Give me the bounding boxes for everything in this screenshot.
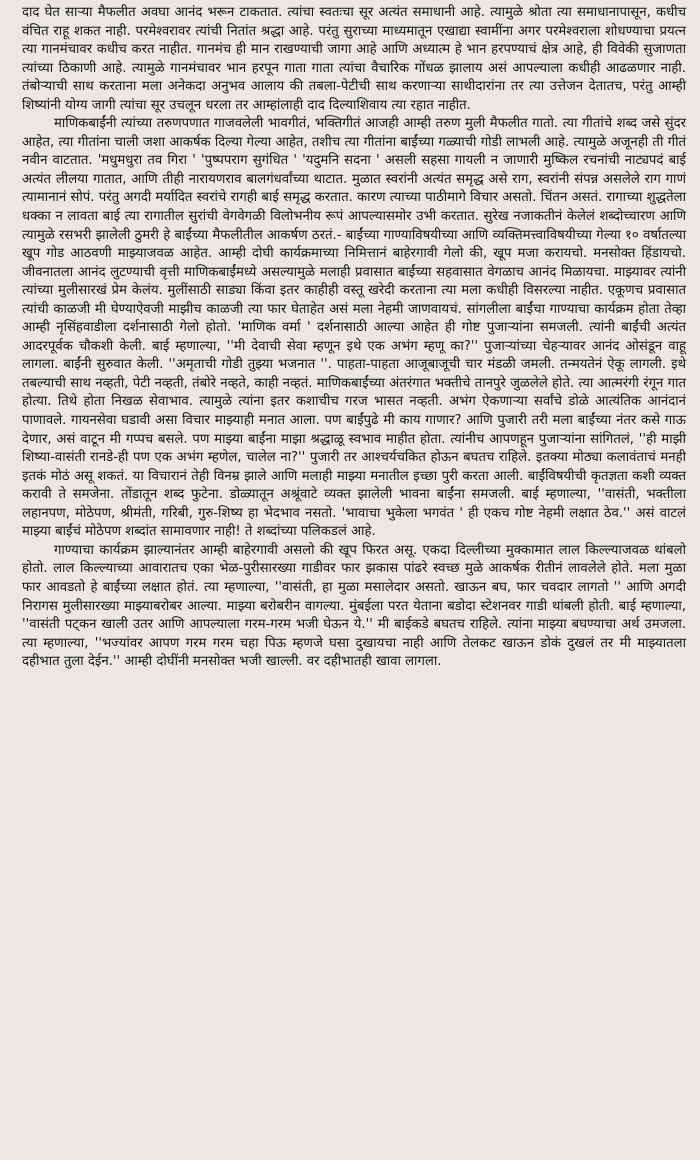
paragraph-3: गाण्याचा कार्यक्रम झाल्यानंतर आम्ही बाहेरगावी असलो की खूप फिरत असू. एकदा दिल्लीच्या मुक्कामात लाल किल्ल्याजवळ थांबलो होतो. लाल किल्ल्याच्या आवारातच एका भेळ-पुरीसारख्या गाडीवर फार झकास पांढरे स्वच्छ मुळे आकर्षक रीतीनं लावलेले होते. मला मुळा फार आवडतो हे बाईंच्या लक्षात होतं. त्या म्हणाल्या, ''वासंती, हा मुळा मसालेदार असतो. खाऊन बघ, फार चवदार लागतो '' आणि अगदी निरागस मुलीसारख्या माझ्याबरोबर आल्या. माझ्या बरोबरीन वागल्या. मुंबईला परत येताना बडोदा स्टेशनवर गाडी थांबली होती. बाई म्हणाल्या, ''वासंती पट्कन खाली उतर आणि आपल्याला गरम-गरम भजी घेऊन ये.'' मी बाईकडे बघतच राहिले. त्यांना माझ्या बघण्याचा अर्थ उमजला. त्या म्हणाल्या, ''भज्यांवर आपण गरम गरम चहा पिऊ म्हणजे घसा दुखायचा नाही आणि तेलकट खाऊन डोकं दुखलं तर मी माझ्यातला दहीभात तुला देईन.'' आम्ही दोघींनी मनसोक्त भजी खाल्ली. वर दहीभातही खावा लागला. xyxy=(22,542,686,670)
paragraph-1: दाद घेत साऱ्या मैफलीत अवघा आनंद भरून टाकतात. त्यांचा स्वतःचा सूर अत्यंत समाधानी आहे. त्यामुळे श्रोता त्या समाधानापासून, कधीच वंचित राहू शकत नाही. परमेश्वरावर त्यांची नितांत श्रद्धा आहे. परंतु सुराच्या माध्यमातून एखाद्या स्वामींना अगर परमेश्वराला शोधण्याचा प्रयत्न त्या गानमंचावर कधीच करत नाहीत. गानमंच ही मान राखण्याची जागा आहे आणि अध्यात्म हे भान हरपण्याचं क्षेत्र आहे, ही विवेकी सुजाणता त्यांच्या ठिकाणी आहे. त्यामुळे गानमंचावर भान हरपून गाता गाता त्यांचा वैचारिक गोंधळ झालाय असं आपल्याला कधीही आढळणार नाही. तंबोऱ्याची साथ करताना मला अनेकदा अनुभव आलाय की तबला-पेटीची साथ करणाऱ्या साथीदारांना तर त्या उत्तेजन देतातच, परंतु आम्ही शिष्यांनी योग्य जागी त्यांचा सूर उचलून धरला तर आम्हांलाही दाद दिल्याशिवाय त्या रहात नाहीत. xyxy=(22,5,686,113)
paragraph-2: माणिकबाईंनी त्यांच्या तरुणपणात गाजवलेली भावगीतं, भक्तिगीतं आजही आम्ही तरुण मुली मैफलीत गातो. त्या गीतांचे शब्द जसे सुंदर आहेत, त्या गीतांना चाली जशा आकर्षक दिल्या गेल्या आहेत, तशीच त्या गीतांना बाईंच्या गळ्याची गोडी लाभली आहे. त्यामुळे अजूनही ती गीतं नवीन वाटतात. 'मधुमधुरा तव गिरा ' 'पुष्पपराग सुगंधित ' 'यदुमनि सदना ' असली सहसा गायली न जाणारी मुष्किल रचनांची नाट्यपदं बाई अत्यंत लीलया गातात, आणि तीही नारायणराव बालगंधर्वांच्या थाटात. मुळात स्वरांनी अत्यंत समृद्ध असे राग, स्वरांनी संपन्न असलेले राग गाणं त्यामानानं सोपं. परंतु अगदी मर्यादित स्वरांचे रागही बाई समृद्ध करतात. कारण त्याच्या पाठीमागे विचार असतो. चिंतन असतं. रागाच्या शुद्धतेला धक्का न लावता बाई त्या रागातील सुरांची वेगवेगळी विलोभनीय रूपं आपल्यासमोर उभी करतात. सुरेख नजाकतीनं केलेलं शब्दोच्चारण आणि त्यामुळे रसभरी झालेली ठुमरी हे बाईंच्या मैफलीतील आकर्षण ठरतं.- बाईंच्या गाण्याविषयीच्या आणि व्यक्तिमत्त्वाविषयीच्या गेल्या १० वर्षातल्या खूप गोड आठवणी माझ्याजवळ आहेत. आम्ही दोघी कार्यक्रमाच्या निमित्तानं बाहेरगावी गेलो की, खूप मजा करायचो. मनसोक्त हिंडायचो. जीवनातला आनंद लुटण्याची वृत्ती माणिकबाईंमध्ये असल्यामुळे मलाही प्रवासात बाईंच्या सहवासात वेगळाच आनंद मिळायचा. माझ्यावर त्यांनी त्यांच्या मुलीसारखं प्रेम केलंय. मुलींसाठी साड्या किंवा इतर काहीही वस्तू खरेदी करताना त्या मला कधीही विसरल्या नाहीत. एकूणच प्रवासात त्यांची काळजी मी घेण्याऐवजी माझीच काळजी त्या फार घेताहेत असं मला नेहमी जाणवायचं. सांगलीला बाईंचा गाण्याचा कार्यक्रम होता तेव्हा आम्ही नृसिंहवाडीला दर्शनासाठी गेलो होतो. 'माणिक वर्मा ' दर्शनासाठी आल्या आहेत ही गोष्ट पुजाऱ्यांना समजली. त्यांनी बाईंची अत्यंत आदरपूर्वक चौकशी केली. बाई म्हणाल्या, ''मी देवाची सेवा म्हणून इथे एक अभंग म्हणू का?'' पुजाऱ्यांच्या चेहऱ्यावर आनंद ओसंडून वाहू लागला. बाईंनी सुरुवात केली. ''अमृताची गोडी तुझ्या भजनात ''. पाहता-पाहता आजूबाजूची चार मंडळी जमली. तन्मयतेनं ऐकू लागली. इथे तबल्याची साथ नव्हती, पेटी नव्हती, तंबोरे नव्हते, काही नव्हतं. माणिकबाईंच्या अंतरंगात भक्तीचे तानपुरे जुळलेले होते. त्या आत्मरंगी रंगून गात होत्या. तिथे होता निखळ सेवाभाव. त्यामुळे त्यांना इतर कशाचीच गरज भासत नव्हती. अभंग ऐकणाऱ्या सर्वांचे डोळे आत्यंतिक आनंदानं पाणावले. गायनसेवा घडावी असा विचार माझ्याही मनात आला. पण बाईंपुढे मी काय गाणार? आणि पुजारी तरी मला बाईंच्या नंतर कसे गाऊ देणार, असं वाटून मी गप्पच बसले. पण माझ्या बाईंना माझा श्रद्धाळू स्वभाव माहीत होता. त्यांनीच आपणहून पुजाऱ्यांना सांगितलं, ''ही माझी शिष्या-वासंती रानडे-ही पण एक अभंग म्हणेल, चालेल ना?'' पुजारी तर आश्चर्यचकित होऊन बघतच राहिले. इतक्या मोठ्या कलावंताचं मनही इतकं मोठं असू शकतं. या विचारानं तेही विनम्र झाले आणि मलाही माझ्या मनातील इच्छा पुरी करता आली. बाईंविषयीची कृतज्ञता कशी व्यक्त करावी ते समजेना. तोंडातून शब्द फुटेना. डोळ्यातून अश्रूंवाटे व्यक्त झालेली भावना बाईंना समजली. बाई म्हणाल्या, ''वासंती, भक्तीला लहानपण, मोठेपण, श्रीमंती, गरिबी, गुरु-शिष्य हा भेदभाव नसतो. 'भावाचा भुकेला भगवंत ' ही एकच गोष्ट नेहमी लक्षात ठेव.'' असं वाटलं माझ्या बाईंचं मोठेपण शब्दांत सामावणार नाही! ते शब्दांच्या पलिकडलं आहे. xyxy=(22,116,686,540)
